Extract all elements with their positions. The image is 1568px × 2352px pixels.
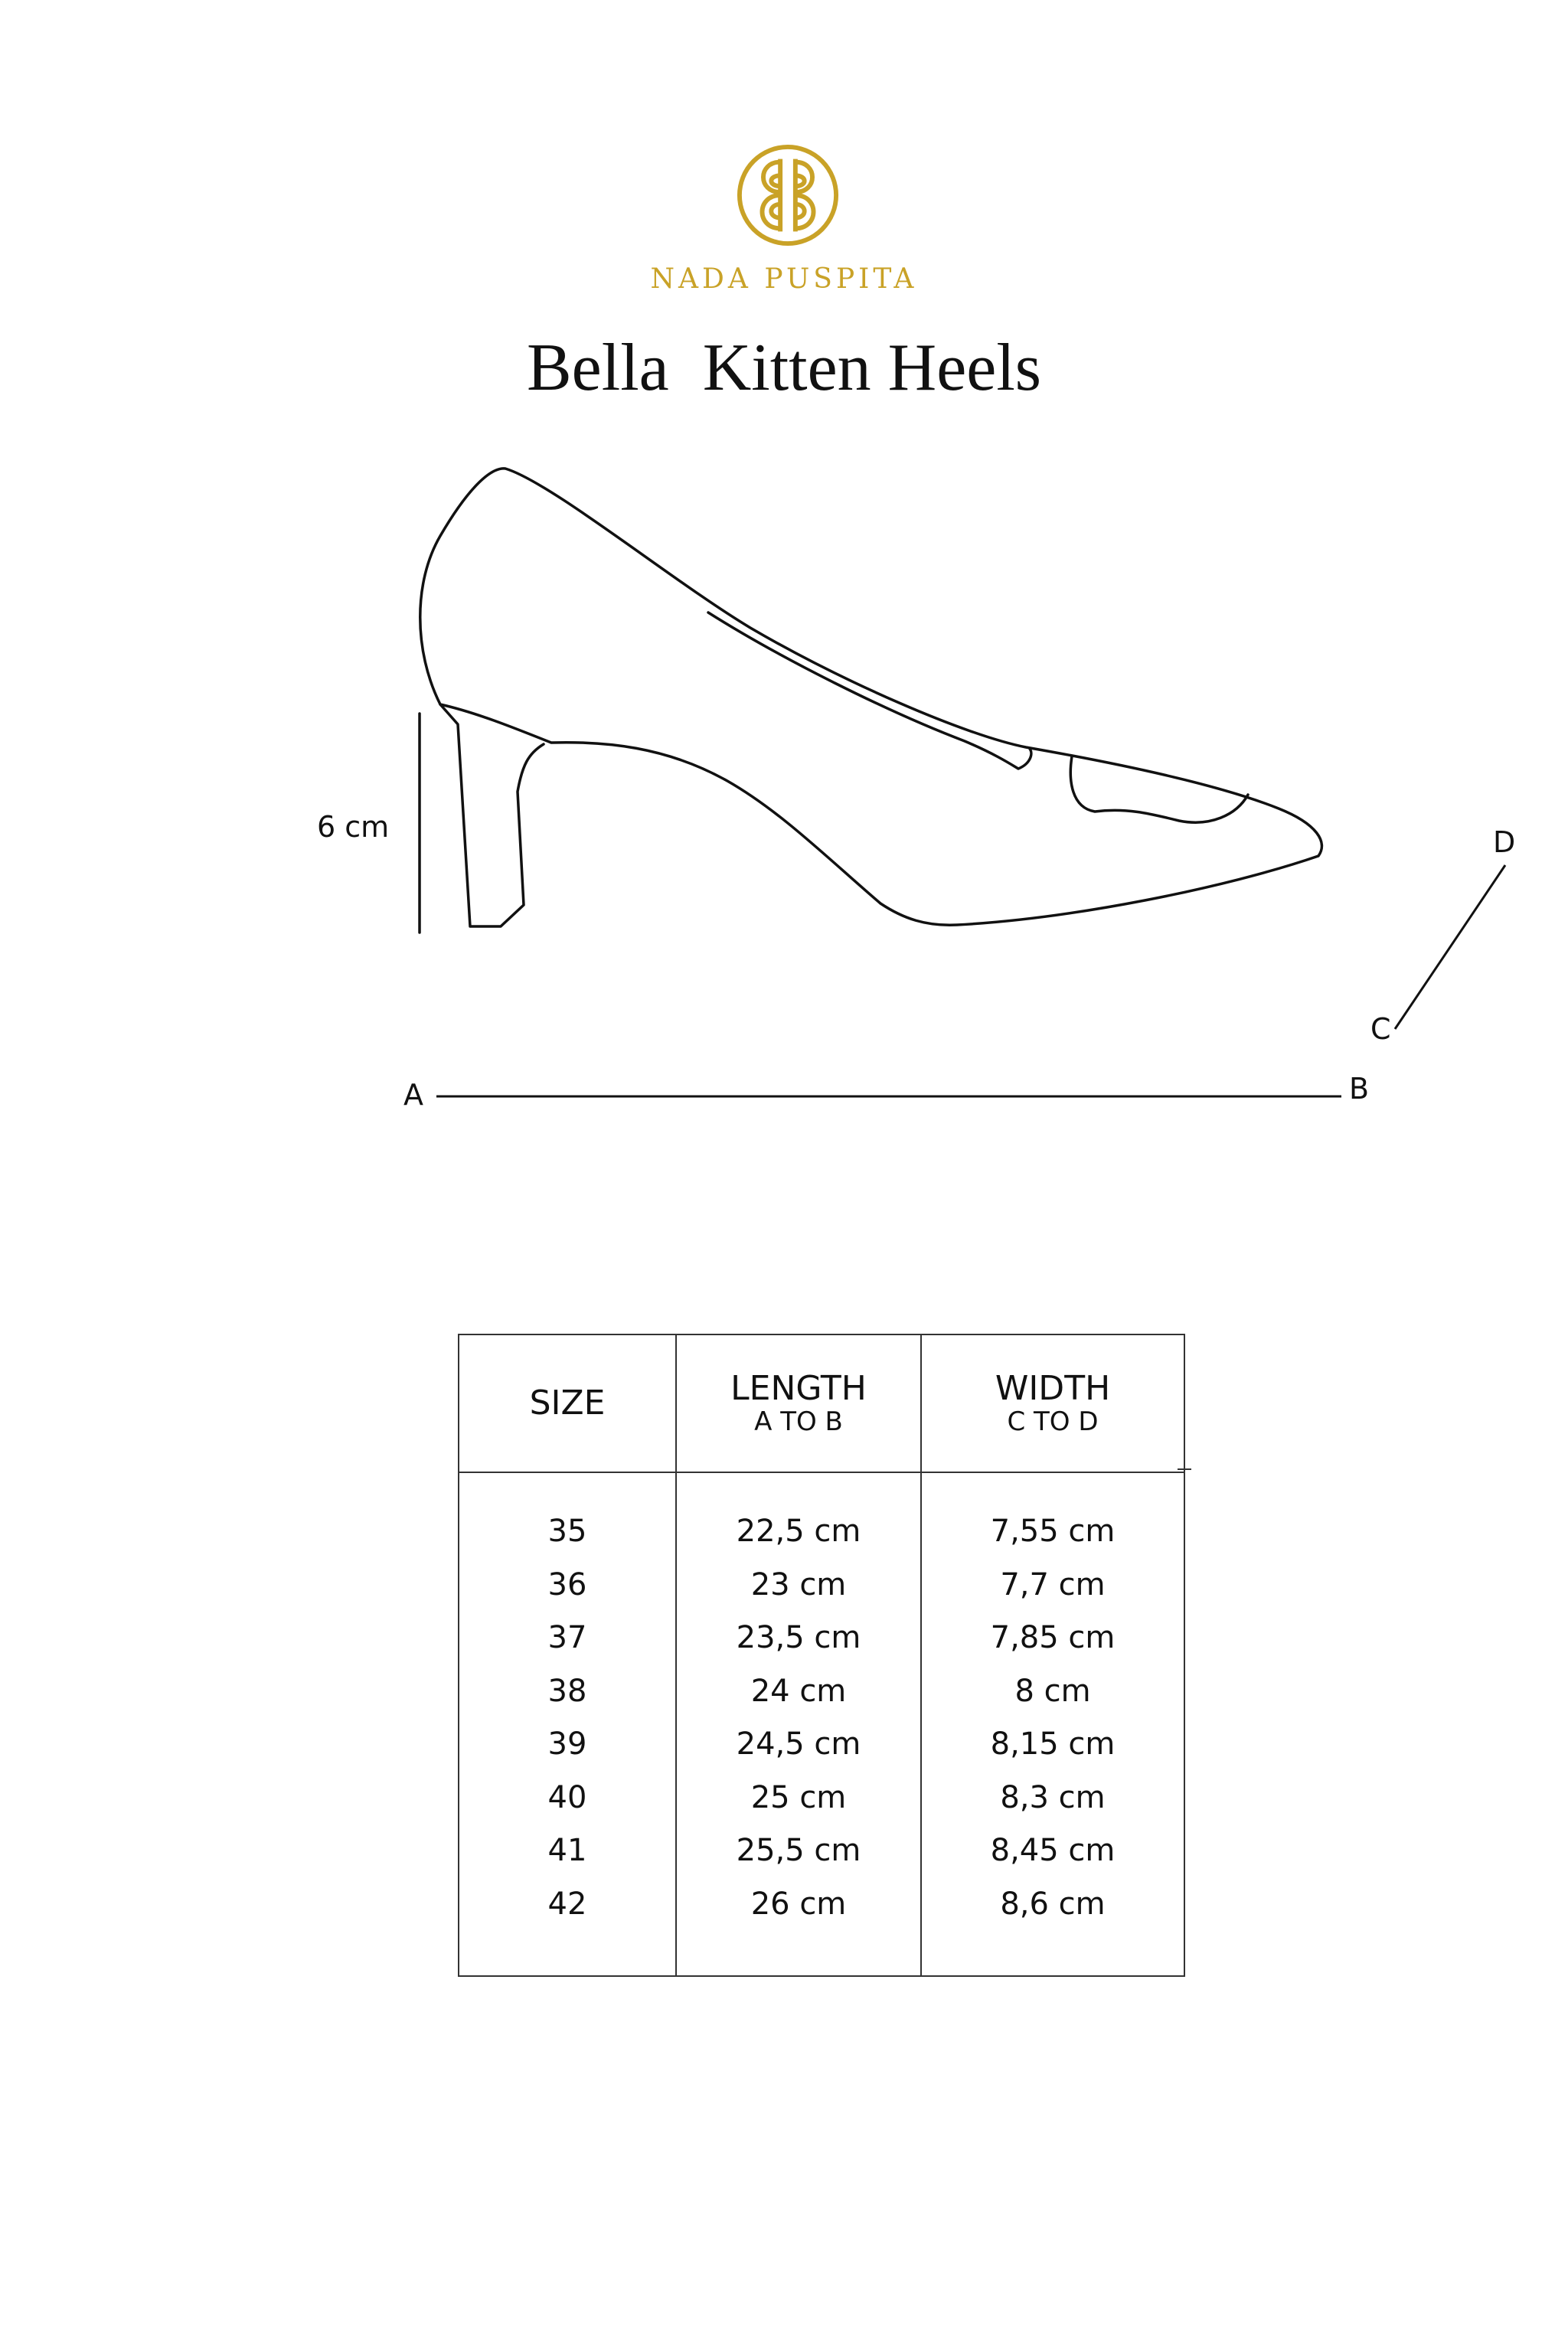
width-value: 7,85 cm (990, 1620, 1116, 1655)
length-header-sublabel: A TO B (754, 1406, 843, 1437)
size-chart-body (459, 1472, 1184, 1976)
size-value: 40 (547, 1779, 587, 1815)
length-value: 24,5 cm (736, 1726, 861, 1762)
header-rule-overhang (1178, 1468, 1191, 1470)
width-value: 8,3 cm (1000, 1779, 1106, 1815)
size-value: 42 (547, 1886, 587, 1922)
kitten-heel-pump-outline-icon (0, 0, 1568, 1148)
width-value: 8 cm (1014, 1673, 1091, 1709)
width-header-label: WIDTH (995, 1369, 1111, 1408)
length-value: 26 cm (750, 1886, 847, 1922)
length-value: 23 cm (750, 1566, 847, 1602)
size-value: 36 (547, 1566, 587, 1602)
product-title: Bella Kitten Heels (526, 331, 1042, 405)
point-a-label: A (403, 1078, 423, 1112)
size-header-label: SIZE (529, 1383, 606, 1423)
width-value: 7,7 cm (1000, 1566, 1106, 1602)
size-value: 38 (547, 1673, 587, 1709)
heel-height-label: 6 cm (317, 810, 390, 844)
size-value: 39 (547, 1726, 587, 1762)
length-value: 24 cm (750, 1673, 847, 1709)
width-value: 8,6 cm (1000, 1886, 1106, 1922)
length-column-header (676, 1334, 921, 1472)
width-value: 8,15 cm (990, 1726, 1116, 1762)
width-column-header (921, 1334, 1184, 1472)
point-b-label: B (1349, 1072, 1370, 1106)
width-value: 7,55 cm (990, 1514, 1116, 1549)
point-c-label: C (1370, 1012, 1391, 1046)
length-value: 25,5 cm (736, 1833, 861, 1868)
size-value: 37 (547, 1620, 587, 1655)
size-column (459, 1472, 676, 1976)
size-value: 35 (547, 1514, 587, 1549)
length-value: 25 cm (750, 1779, 847, 1815)
length-column (676, 1472, 921, 1976)
width-header-sublabel: C TO D (1007, 1406, 1099, 1437)
point-d-label: D (1493, 825, 1516, 859)
size-value: 41 (547, 1833, 587, 1868)
brand-name: NADA PUSPITA (650, 263, 918, 295)
width-column (921, 1472, 1184, 1976)
size-chart-table (458, 1334, 1185, 1977)
length-header-label: LENGTH (730, 1369, 867, 1408)
size-chart-header-row (459, 1334, 1184, 1472)
size-column-header (459, 1334, 676, 1472)
width-value: 8,45 cm (990, 1833, 1116, 1868)
length-value: 22,5 cm (736, 1514, 861, 1549)
length-value: 23,5 cm (736, 1620, 861, 1655)
